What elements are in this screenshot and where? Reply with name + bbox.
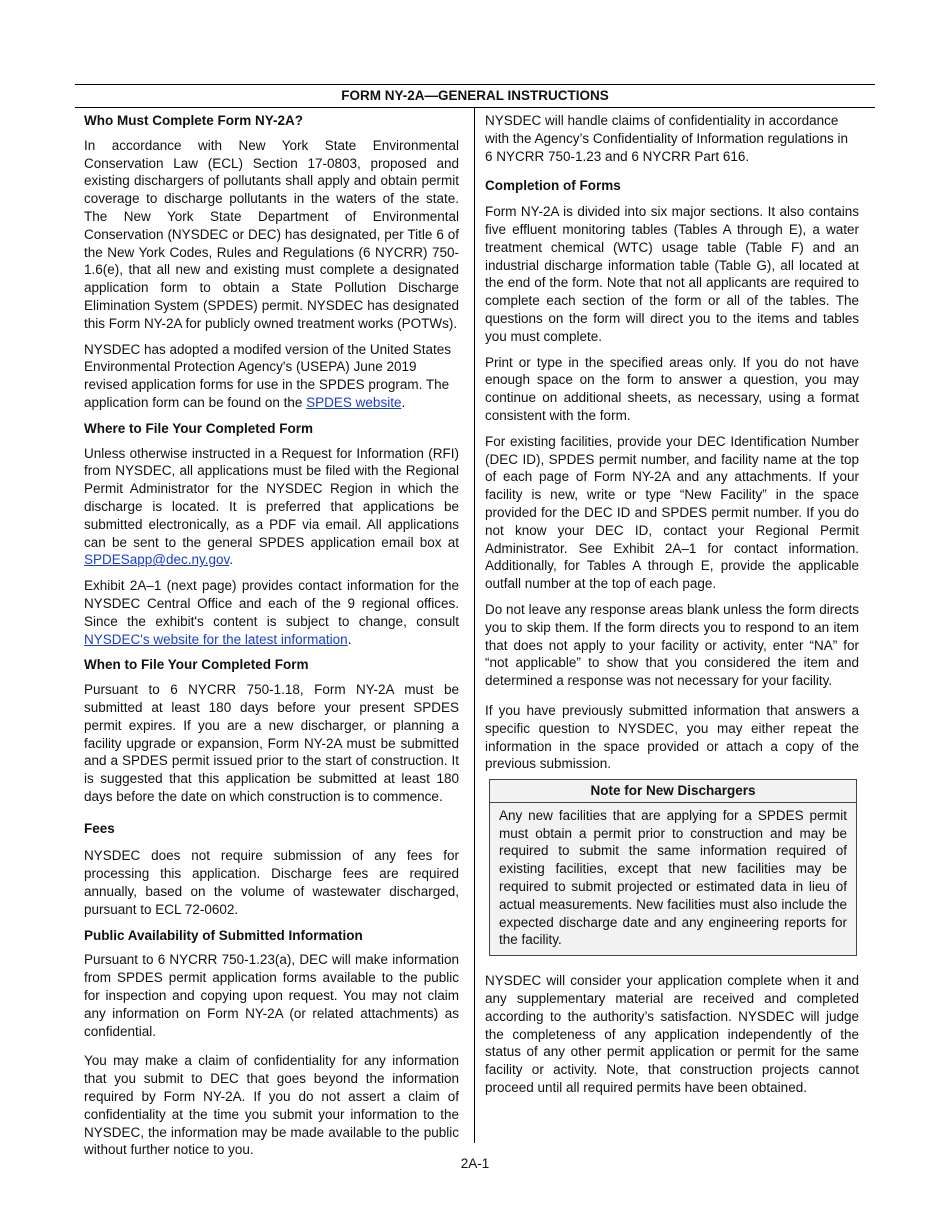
section-when-to-file (84, 656, 459, 805)
heading-public-availability: Public Availability of Submitted Information (84, 927, 363, 943)
text-segment: . (229, 552, 234, 568)
paragraph-public-1: Pursuant to 6 NYCRR 750-1.23(a), DEC will make information from SPDES permit application forms available to the public for inspection and copying upon request. You may not claim any information on Form NY-2A (or related attachments) as confidential. (84, 952, 459, 1039)
text-segment: . (401, 394, 406, 410)
nysdec-website-link[interactable]: NYSDEC's website for the latest information (84, 631, 348, 647)
paragraph-completion-2: Print or type in the specified areas only. If you do not have enough space on the form to answer a question, you may continue on additional sheets, as necessary, using a format consistent with the form. (485, 354, 859, 423)
paragraph-completion-5: If you have previously submitted information that answers a specific question to NYSDEC, you may either repeat the information in the space provided or attach a copy of the previous submission. (485, 702, 859, 772)
heading-who-must-complete: Who Must Complete Form NY-2A? (84, 113, 303, 128)
heading-where-to-file: Where to File Your Completed Form (84, 420, 314, 436)
right-column (485, 112, 859, 1105)
paragraph-public-2: You may make a claim of confidentiality for any information that you submit to DEC that goes beyond the information required by Form NY-2A. If you do not assert a claim of confidentiality at the time you submit your information to the NYSDEC, the information may be made available to the public without further notice to you. (84, 1053, 459, 1158)
heading-when-to-file: When to File Your Completed Form (84, 657, 309, 673)
heading-completion-of-forms: Completion of Forms (485, 178, 621, 194)
spdes-email-link[interactable]: SPDESapp@dec.ny.gov (84, 552, 230, 568)
paragraph-fees-1: NYSDEC does not require submission of any fees for processing this application. Discharge fees are required annually, based on the volume of wastewater discharged, pursuant to ECL 72-0602. (84, 848, 459, 917)
paragraph-where-2 (84, 577, 459, 648)
paragraph-completion-3: For existing facilities, provide your DEC Identification Number (DEC ID), SPDES permit number, and facility name at the top of each page of Form NY-2A and any attachments. If your facility is new, write or type “New Facility” in the space provided for the DEC ID and SPDES permit number. If you do not know your DEC ID, contact your Regional Permit Administrator. See Exhibit 2A–1 for contact information. Additionally, for Tables A through E, provide the applicable outfall number at the top of each page. (485, 433, 859, 592)
text-segment: Exhibit 2A–1 (next page) provides contact information for the NYSDEC Central Office and each of the 9 regional offices. Since the exhibit's content is subject to change, consult (84, 578, 459, 629)
note-heading: Note for New Dischargers (490, 780, 856, 803)
paragraph-when-1: Pursuant to 6 NYCRR 750-1.18, Form NY-2A must be submitted at least 180 days before your present SPDES permit expires. If you are a new discharger, or planning a facility upgrade or expansion, Form NY-2A must be submitted and a SPDES permit issued prior to the start of construction. It is suggested that this application be submitted at least 180 days before the date on which construction is to commence. (84, 682, 459, 804)
paragraph-where-1 (84, 445, 459, 570)
section-where-to-file (84, 420, 459, 649)
paragraph-who-2 (84, 341, 459, 412)
text-segment: . (347, 631, 352, 647)
page-number: 2A-1 (460, 1156, 490, 1171)
note-body: Any new facilities that are applying for a SPDES permit must obtain a permit prior to construction and may be required to submit the same information required of existing facilities, except that new facilities may be required to submit projected or estimated data in lieu of actual measurements. New facilities must also include the expected discharge date and any engineering reports for the facility. (490, 803, 856, 955)
text-segment: Unless otherwise instructed in a Request for Information (RFI) from NYSDEC, all applications must be filed with the Regional Permit Administrator for the NYSDEC Region in which the discharge is located. It is preferred that applications be submitted electronically, as a PDF via email. All applications can be sent to the general SPDES application email box at (84, 445, 459, 550)
paragraph-completion-1: Form NY-2A is divided into six major sections. It also contains five effluent monitoring tables (Tables A through E), a water treatment chemical (WTC) usage table (Table F) and an industrial discharge information table (Table G), all located at the end of the form. Note that not all applicants are required to complete each section of the form or all of the tables. The questions on the form will direct you to the items and tables you must complete. (485, 204, 859, 344)
section-who-must-complete (84, 112, 459, 412)
section-fees (84, 820, 459, 919)
column-divider (474, 107, 475, 1143)
left-column (84, 112, 459, 1167)
paragraph-confidentiality: NYSDEC will handle claims of confidentiality in accordance with the Agency’s Confidentiality of Information regulations in 6 NYCRR 750-1.23 and 6 NYCRR Part 616. (485, 113, 848, 164)
section-public-availability (84, 927, 459, 1160)
form-title: FORM NY-2A—GENERAL INSTRUCTIONS (75, 84, 875, 108)
section-completion-of-forms (485, 177, 859, 773)
spdes-website-link[interactable]: SPDES website (306, 394, 402, 410)
paragraph-who-1: In accordance with New York State Environmental Conservation Law (ECL) Section 17-0803, proposed and existing dischargers of pollutants shall apply and obtain permit coverage to discharge pollutants in the waters of the state. The New York State Department of Environmental Conservation (NYSDEC or DEC) has designated, per Title 6 of the New York Codes, Rules and Regulations (6 NYCRR) 750-1.6(e), that all new and existing must complete a designated application form to obtain a State Pollution Discharge Elimination System (SPDES) permit. NYSDEC has designated this Form NY-2A for publicly owned treatment works (POTWs). (84, 137, 459, 331)
heading-fees: Fees (84, 820, 115, 836)
paragraph-final: NYSDEC will consider your application complete when it and any supplementary material are received and completed according to the authority’s satisfaction. NYSDEC will judge the completeness of any application independently of the status of any other permit application or permit for the same facility or activity. Note, that construction projects cannot proceed until all required permits have been obtained. (485, 973, 859, 1096)
note-new-dischargers-box (489, 779, 857, 956)
text-segment: NYSDEC has adopted a modifed version of the United States Environmental Protection Agency's (USEPA) June 2019 revised application forms for use in the SPDES program. The application form can be found on the (84, 341, 451, 410)
paragraph-completion-4: Do not leave any response areas blank unless the form directs you to skip them. If the form directs you to respond to an item that does not apply to your facility or activity, enter “NA” for “not applicable” to show that you considered the item and determined a response was not necessary for your facility. (485, 601, 859, 689)
